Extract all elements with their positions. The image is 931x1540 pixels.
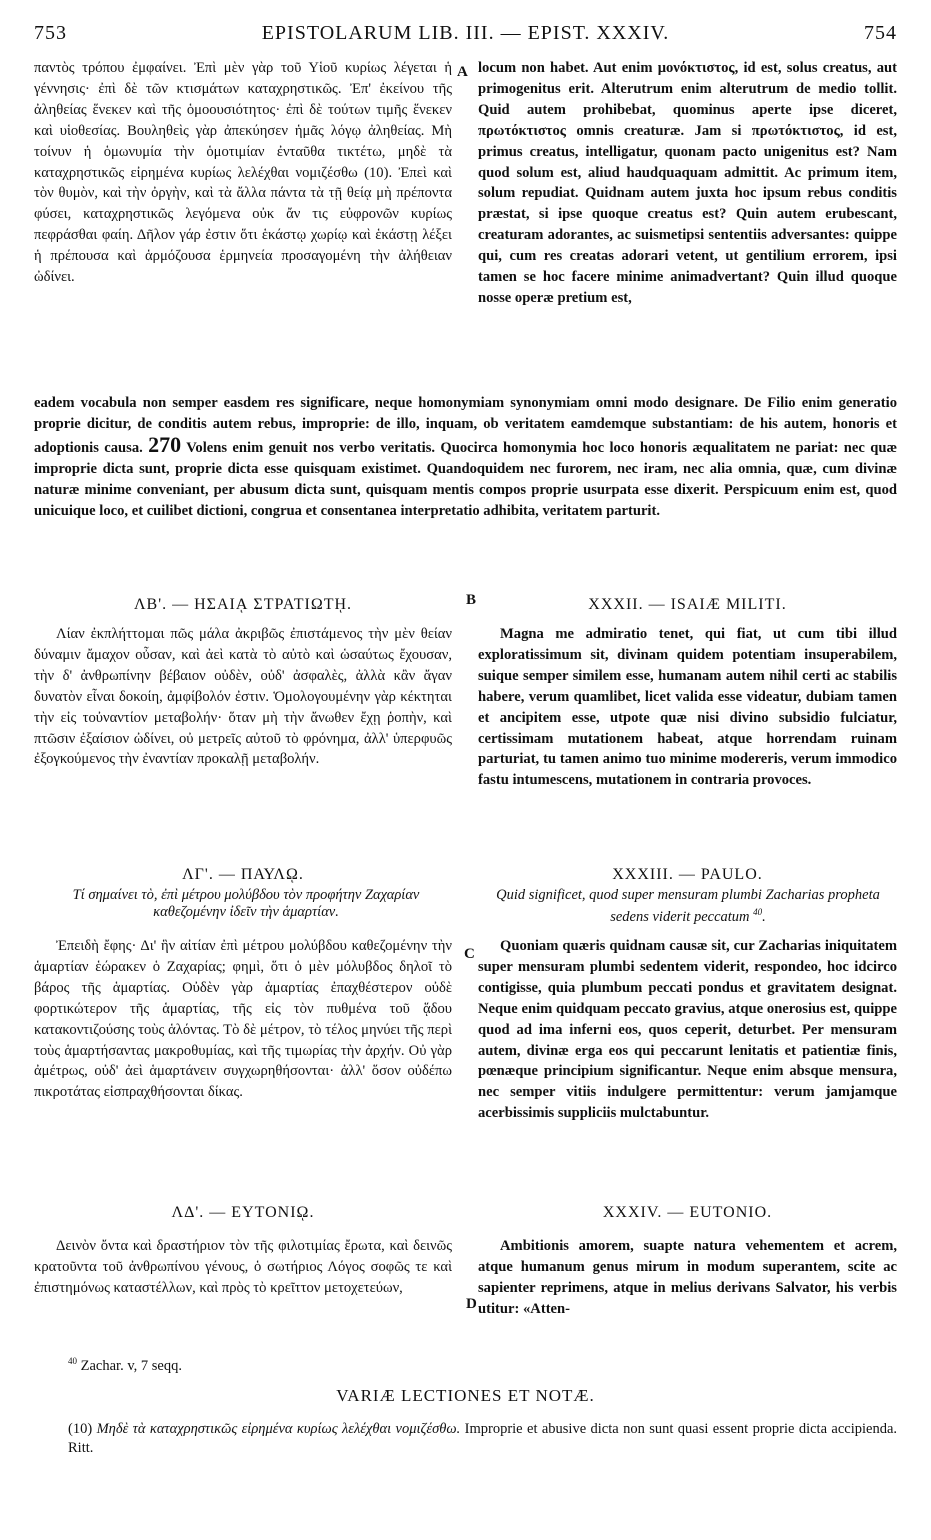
ep33-greek-title: ΛΓ'. — ΠΑΥΛῼ.: [182, 866, 304, 883]
ep33-greek-text: Ἐπειδὴ ἔφης· Δι' ἣν αἰτίαν ἐπὶ μέτρου μολύβδου καθεζομένην τὴν ἁμαρτίαν ἑώρακεν ὁ Ζαχαρίας; φημὶ, ὅτι ὁ μὲν μόλυβδος δηλοῖ τὸ βάρος τῆς ἁμαρτίας. Οὐδὲν γὰρ ἁμαρτίας ἐπαχθέστερον οὐδὲ φορτικώτερον τῆς ἁμαρτίας, τῆς εἰς τὸν πυθμένα τοῦ ᾅδου κατακοντιζούσης τοὺς ἁλόντας. Τὸ δὲ μέτρον, τὸ τέλος μηνύει τῆς περὶ τοὺς ἁμαρτήσαντας μακροθυμίας, καὶ τῆς τιμωρίας τὴν ἀρχήν. Οὐ γὰρ ἀμέτρως, οὐδ' ἀεὶ ἁμαρτάνειν συγχωρηθήσονται· ἀλλ' ὅσον οὐδέπω πικροτάτας εἰσπραχθήσονται δίκας.: [34, 938, 452, 1101]
ep32-greek-column: [34, 624, 452, 770]
footnote-number: 40: [68, 1356, 77, 1366]
footnote-ref: 40: [753, 907, 763, 917]
ep33-latin-title: XXXIII. — PAULO.: [612, 866, 763, 883]
footnote: [68, 1356, 182, 1375]
ep32-latin-title: XXXII. — ISAIÆ MILITI.: [588, 596, 787, 613]
right-page-number: 754: [864, 22, 897, 44]
note-number: (10): [68, 1421, 93, 1437]
footnote-text: Zachar. v, 7 seqq.: [80, 1357, 182, 1374]
ep33-greek-subtitle: Τί σημαίνει τὸ, ἐπὶ μέτρου μολύβδου τὸν προφήτην Ζαχαρίαν καθεζομένην ἰδεῖν τὴν ἁμαρτίαν.: [72, 887, 420, 920]
note-10: [68, 1420, 897, 1458]
ep34-latin-text: Ambitionis amorem, suapte natura vehementem et acrem, atque humanum genus mirum in modum superantem, scite ac sapienter reprimens, atque in melius derivans Salvator, his verbis utitur: «Atten-: [478, 1238, 897, 1317]
marginal-page-number: 270: [148, 431, 182, 457]
running-header: [34, 22, 897, 52]
greek-top-text: παντὸς τρόπου ἐμφαίνει. Ἐπὶ μὲν γὰρ τοῦ Υἱοῦ κυρίως λέγεται ἡ γέννησις· ἐπὶ δὲ τῶν κτισμάτων καταχρηστικῶς. Ἐπ' ἐκείνου τῆς ἀληθείας ἕνεκεν καὶ τῆς ὁμοουσιότητος· ἐπὶ δὲ τούτων τιμῆς ἕνεκεν καὶ υἱοθεσίας. Βουληθεὶς γὰρ ἀπεκύησεν ἡμᾶς λόγῳ ἀληθείας. Μὴ τοίνυν ἡ ὁμωνυμία τὴν ὁμοτιμίαν ἐνταῦθα τικτέτω, μηδὲ τὰ καταχρηστικῶς εἰρημένα κυρίως λελέχθαι νομιζέσθω (10). Ἐπεὶ καὶ τὸν θυμὸν, καὶ τὴν ὀργὴν, καὶ τὰ ἄλλα πάντα τὰ τῇ θείᾳ μὴ πρέποντα φύσει, καταχρηστικῶς λεγόμενα οὐκ ἄν τις εὐφρονῶν κυρίως πεφράσθαι φαίη. Δῆλον γάρ ἐστιν ὅτι ἑκάστῳ χωρίῳ καὶ ἑκάστῃ λέξει ἡ πρέπουσα καὶ ἁρμόζουσα ἑρμηνεία προσαγομένη τὴν ἀλήθειαν ὠδίνει.: [34, 60, 452, 286]
ep34-latin-column: [478, 1236, 897, 1320]
latin-top-text: locum non habet. Aut enim μονόκτιστος, id est, solus creatus, aut primogenitus erit. Alterutrum enim alterutrum de medio tollit. Quid autem prohibebat, quominus aperte ipse diceret, πρωτόκτιστος omnis creaturæ. Jam si πρωτόκτιστος, id est, primus creatus, intelligatur, quonam pacto unigenitus est? Nam quod solum est, aliud haudquaquam admittit. Ac primum item, solum repudiat. Quidnam autem juxta hoc ipsum rebus conditis præstat, si ipse quoque creatus est? Quin autem erubescant, creaturam adorantes, ac suismetipsi sententiis adversantes: quippe qui, cum res creatas adorari vetent, ut gentilium errorem, ipsi tamen se hoc facere minime animadvertant? Quin illud quoque nosse operæ pretium est,: [478, 60, 897, 306]
ep34-greek-text: Δεινὸν ὄντα καὶ δραστήριον τὸν τῆς φιλοτιμίας ἔρωτα, καὶ δεινῶς κρατοῦντα τοῦ ἀνθρωπίνου γένους, ὁ σωτήριος Λόγος σοφῶς τε καὶ ἐπιστημόνως καταστέλλων, καὶ πρὸς τὸ κρεῖττον μετοχετεύων,: [34, 1238, 452, 1296]
ep33-latin-column: [478, 936, 897, 1124]
ep33-latin-text: Quoniam quæris quidnam causæ sit, cur Zacharias iniquitatem super mensuram plumbi sedentem viderit, respondeo, hoc idcirco contigisse, quia plumbum peccati pondus et gravitatem designat. Neque enim quidquam peccato gravius, atque onerosius est, quippe quod ad ima inferni eos, quos ceperit, deturbet. Per mensuram autem, divinæ erga eos qui peccarunt lenitatis et patientiæ finis, pœnæque principium significantur. Neque enim absque mensura, nec semper vitiis indulgere permittentur: verum jamjamque acerbissimis suppliciis mulctabuntur.: [478, 938, 897, 1122]
margin-marker-d: D: [466, 1296, 477, 1312]
ep33-greek-column: [34, 936, 452, 1103]
latin-full-paragraph: [34, 393, 897, 521]
ep33-latin-subtitle: Quid significet, quod super mensuram plumbi Zacharias propheta sedens viderit peccatum $^{40}$.: [496, 887, 880, 925]
latin-top-column: [478, 58, 897, 309]
running-title: EPISTOLARUM LIB. III. — EPIST. XXXIV.: [261, 22, 670, 44]
margin-marker-c: C: [464, 946, 475, 962]
greek-top-column: [34, 58, 452, 288]
ep32-latin-text: Magna me admiratio tenet, qui fiat, ut cum tibi illud exploratissimum sit, divinam quidem potentiam insuperabilem, suique semper similem esse, humanam autem nihil certi ac stabilis habere, verum quamlibet, licet valida esse videatur, dubiam tamen et ancipitem esse, utpote quæ nisi divino subsidio fulciatur, certissimam mutationem habeat, atque horrendam ruinam parturiat, tu tamen animo tuo minime modereris, verum immodico fastu intumescens, mutationem in contraria provoces.: [478, 626, 897, 789]
note-text: Improprie et abusive dicta non sunt quasi essent proprie dicta accipienda. Ritt.: [68, 1421, 898, 1456]
ep34-greek-column: [34, 1236, 452, 1299]
ep34-latin-title: XXXIV. — EUTONIO.: [602, 1204, 773, 1221]
notes-title: VARIÆ LECTIONES ET NOTÆ.: [336, 1386, 595, 1405]
latin-full-text: eadem vocabula non semper easdem res significare, neque homonymiam synonymiam omni modo designare. De Filio enim generatio proprie dicitur, de conditis autem rebus, improprie: de illo, inquam, ob veritatem eamdemque substantiam: de his autem, honoris et adoptionis causa. 270 Volens enim genuit nos verbo veritatis. Quocirca homonymia hoc loco honoris æqualitatem ne pariat: nec quæ improprie dicta sunt, proprie dicta esse quisquam existimet. Quandoquidem nec furorem, nec iram, nec alia omnia, quæ, cum divinæ naturæ minime conveniant, per abusum dicta sunt, quisquam mentis compos proprie usurpata esse dixerit. Perspicuum enim est, quod unicuique loco, et cuilibet dictioni, congrua et consentanea interpretatio adhibita, veritatem parturit.: [34, 395, 897, 519]
left-page-number: 753: [34, 22, 67, 44]
ep32-greek-text: Λίαν ἐκπλήττομαι πῶς μάλα ἀκριβῶς ἐπιστάμενος τὴν μὲν θείαν δύναμιν ἄμαχον οὖσαν, καὶ ἀεὶ κατὰ τὸ αὐτὸ καὶ ὡσαύτως ἔχουσαν, τὴν δ' ἀνθρωπίνην βέβαιον οὐδὲν, οὐδ' ἀσφαλὲς, ἀλλὰ κἂν ἄγαν δυνατὸν εἶναι δοκοίη, ἀμφίβολόν ἐστιν. Ὁμολογουμένην γὰρ κέκτηται τὴν εἰς τοὐναντίον μεταβολήν· ὅταν μὴ τὴν ἄνωθεν ἔχῃ ῥοπὴν, καὶ πτῶσιν ἐξαίσιον ὠδίνει, οὐ μετρεῖς αὐτοῦ τὸ φρόνημα, ἀλλ' ὑπερφυῶς ἐξογκούμενος τὴν ἐναντίαν προκαλῇ μεταβολήν.: [34, 626, 452, 768]
ep32-latin-column: [478, 624, 897, 791]
ep34-greek-title: ΛΔ'. — ΕΥΤΟΝΙῼ.: [171, 1204, 315, 1221]
margin-marker-a: A: [457, 64, 468, 80]
margin-marker-b: B: [466, 592, 477, 608]
ep32-greek-title: ΛΒ'. — ΗΣΑΙᾼ ΣΤΡΑΤΙΩΤῌ.: [133, 596, 353, 613]
note-greek: Μηδὲ τὰ καταχρηστικῶς εἰρημένα κυρίως λελέχθαι νομιζέσθω.: [96, 1421, 461, 1437]
